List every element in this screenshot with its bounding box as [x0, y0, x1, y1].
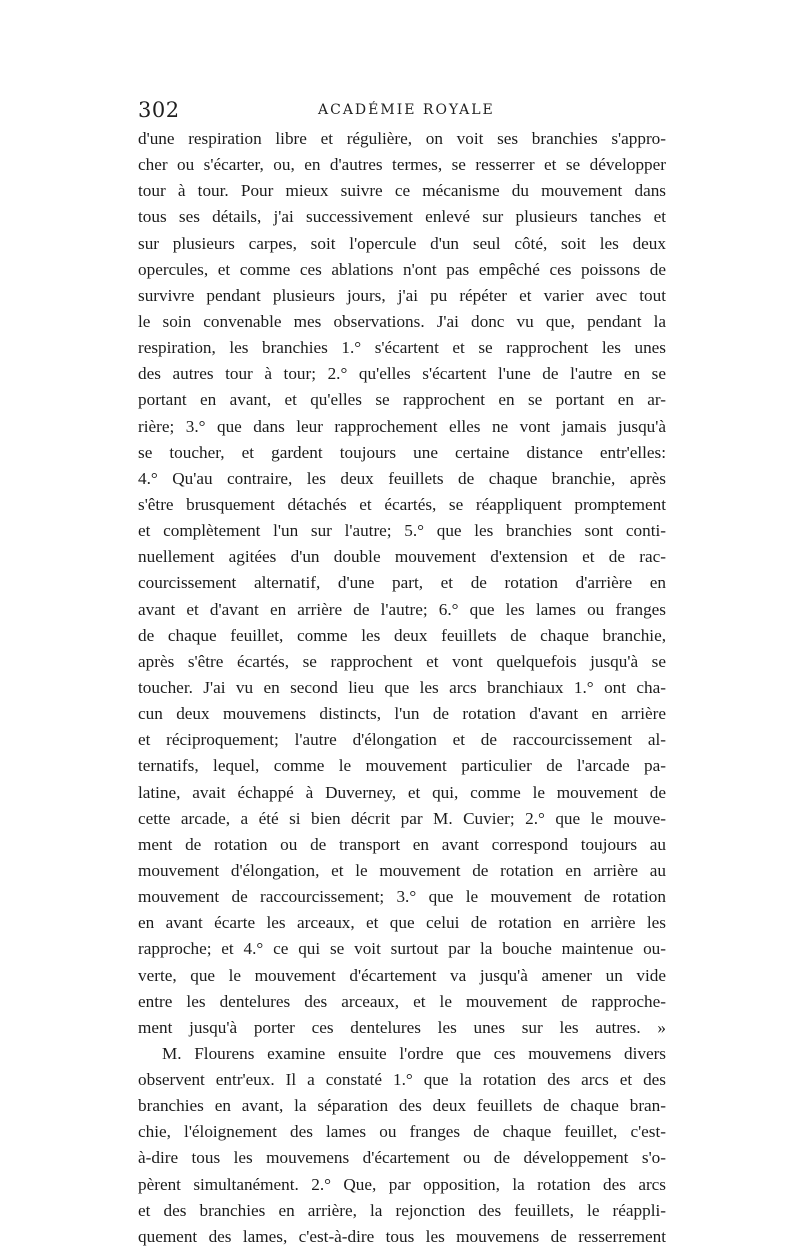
text-line: cher ou s'écarter, ou, en d'autres termes, se resserrer et se développer — [138, 155, 666, 175]
text-line: à-dire tous les mouvemens d'écartement ou de développement s'o- — [138, 1148, 666, 1168]
text-line: le soin convenable mes observations. J'ai donc vu que, pendant la — [138, 311, 666, 331]
page-number: 302 — [138, 98, 180, 122]
text-line: après s'être écartés, se rapprochent et vont quelquefois jusqu'à se — [138, 651, 666, 671]
text-line: mouvement de raccourcissement; 3.° que le mouvement de rotation — [138, 887, 666, 907]
text-line: ment de rotation ou de transport en avant correspond toujours au — [138, 834, 666, 854]
text-line: des autres tour à tour; 2.° qu'elles s'écartent l'une de l'autre en se — [138, 364, 666, 384]
text-line: 4.° Qu'au contraire, les deux feuillets de chaque branchie, après — [138, 468, 666, 488]
text-line: rière; 3.° que dans leur rapprochement elles ne vont jamais jusqu'à — [138, 416, 666, 436]
text-line: chie, l'éloignement des lames ou franges de chaque feuillet, c'est- — [138, 1122, 666, 1142]
text-line: de chaque feuillet, comme les deux feuillets de chaque branchie, — [138, 625, 666, 645]
text-line: d'une respiration libre et régulière, on voit ses branchies s'appro- — [138, 129, 666, 148]
text-line: opercules, et comme ces ablations n'ont pas empêché ces poissons de — [138, 259, 666, 279]
text-line: cette arcade, a été si bien décrit par M. Cuvier; 2.° que le mouve- — [138, 808, 666, 828]
text-line: branchies en avant, la séparation des deux feuillets de chaque bran- — [138, 1096, 666, 1116]
page-header — [138, 98, 666, 126]
text-line: tous ses détails, j'ai successivement enlevé sur plusieurs tanches et — [138, 207, 666, 227]
text-line: ment jusqu'à porter ces dentelures les unes sur les autres. » — [138, 1017, 666, 1037]
text-line: observent entr'eux. Il a constaté 1.° que la rotation des arcs et des — [138, 1070, 666, 1090]
text-line: survivre pendant plusieurs jours, j'ai pu répéter et varier avec tout — [138, 285, 666, 305]
text-line: et réciproquement; l'autre d'élongation et de raccourcissement al- — [138, 730, 666, 750]
text-line: courcissement alternatif, d'une part, et de rotation d'arrière en — [138, 573, 666, 593]
text-line: et des branchies en arrière, la rejonction des feuillets, le réappli- — [138, 1200, 666, 1220]
text-line: en avant écarte les arceaux, et que celui de rotation en arrière les — [138, 913, 666, 933]
text-line: portant en avant, et qu'elles se rapprochent en se portant en ar- — [138, 390, 666, 410]
text-line: rapproche; et 4.° ce qui se voit surtout par la bouche maintenue ou- — [138, 939, 666, 959]
text-line: se toucher, et gardent toujours une certaine distance entr'elles: — [138, 442, 666, 462]
text-line: s'être brusquement détachés et écartés, se réappliquent promptement — [138, 494, 666, 514]
text-line: mouvement d'élongation, et le mouvement de rotation en arrière au — [138, 860, 666, 880]
text-line: pèrent simultanément. 2.° Que, par opposition, la rotation des arcs — [138, 1174, 666, 1194]
text-line: toucher. J'ai vu en second lieu que les arcs branchiaux 1.° ont cha- — [138, 677, 666, 697]
text-line: quement des lames, c'est-à-dire tous les mouvemens de resserrement — [138, 1226, 666, 1246]
text-line: M. Flourens examine ensuite l'ordre que ces mouvemens divers — [162, 1043, 666, 1063]
body-text — [138, 126, 666, 1250]
text-line: sur plusieurs carpes, soit l'opercule d'un seul côté, soit les deux — [138, 233, 666, 253]
text-line: cun deux mouvemens distincts, l'un de rotation d'avant en arrière — [138, 704, 666, 724]
text-line: nuellement agitées d'un double mouvement d'extension et de rac- — [138, 547, 666, 567]
text-line: latine, avait échappé à Duverney, et qui, comme le mouvement de — [138, 782, 666, 802]
text-line: entre les dentelures des arceaux, et le mouvement de rapproche- — [138, 991, 666, 1011]
text-line: tour à tour. Pour mieux suivre ce mécanisme du mouvement dans — [138, 181, 666, 201]
text-line: avant et d'avant en arrière de l'autre; 6.° que les lames ou franges — [138, 599, 666, 619]
running-head: ACADÉMIE ROYALE — [318, 102, 495, 118]
text-line: verte, que le mouvement d'écartement va jusqu'à amener un vide — [138, 965, 666, 985]
text-line: ternatifs, lequel, comme le mouvement particulier de l'arcade pa- — [138, 756, 666, 776]
text-line: et complètement l'un sur l'autre; 5.° que les branchies sont conti- — [138, 521, 666, 541]
text-line: respiration, les branchies 1.° s'écartent et se rapprochent les unes — [138, 338, 666, 358]
